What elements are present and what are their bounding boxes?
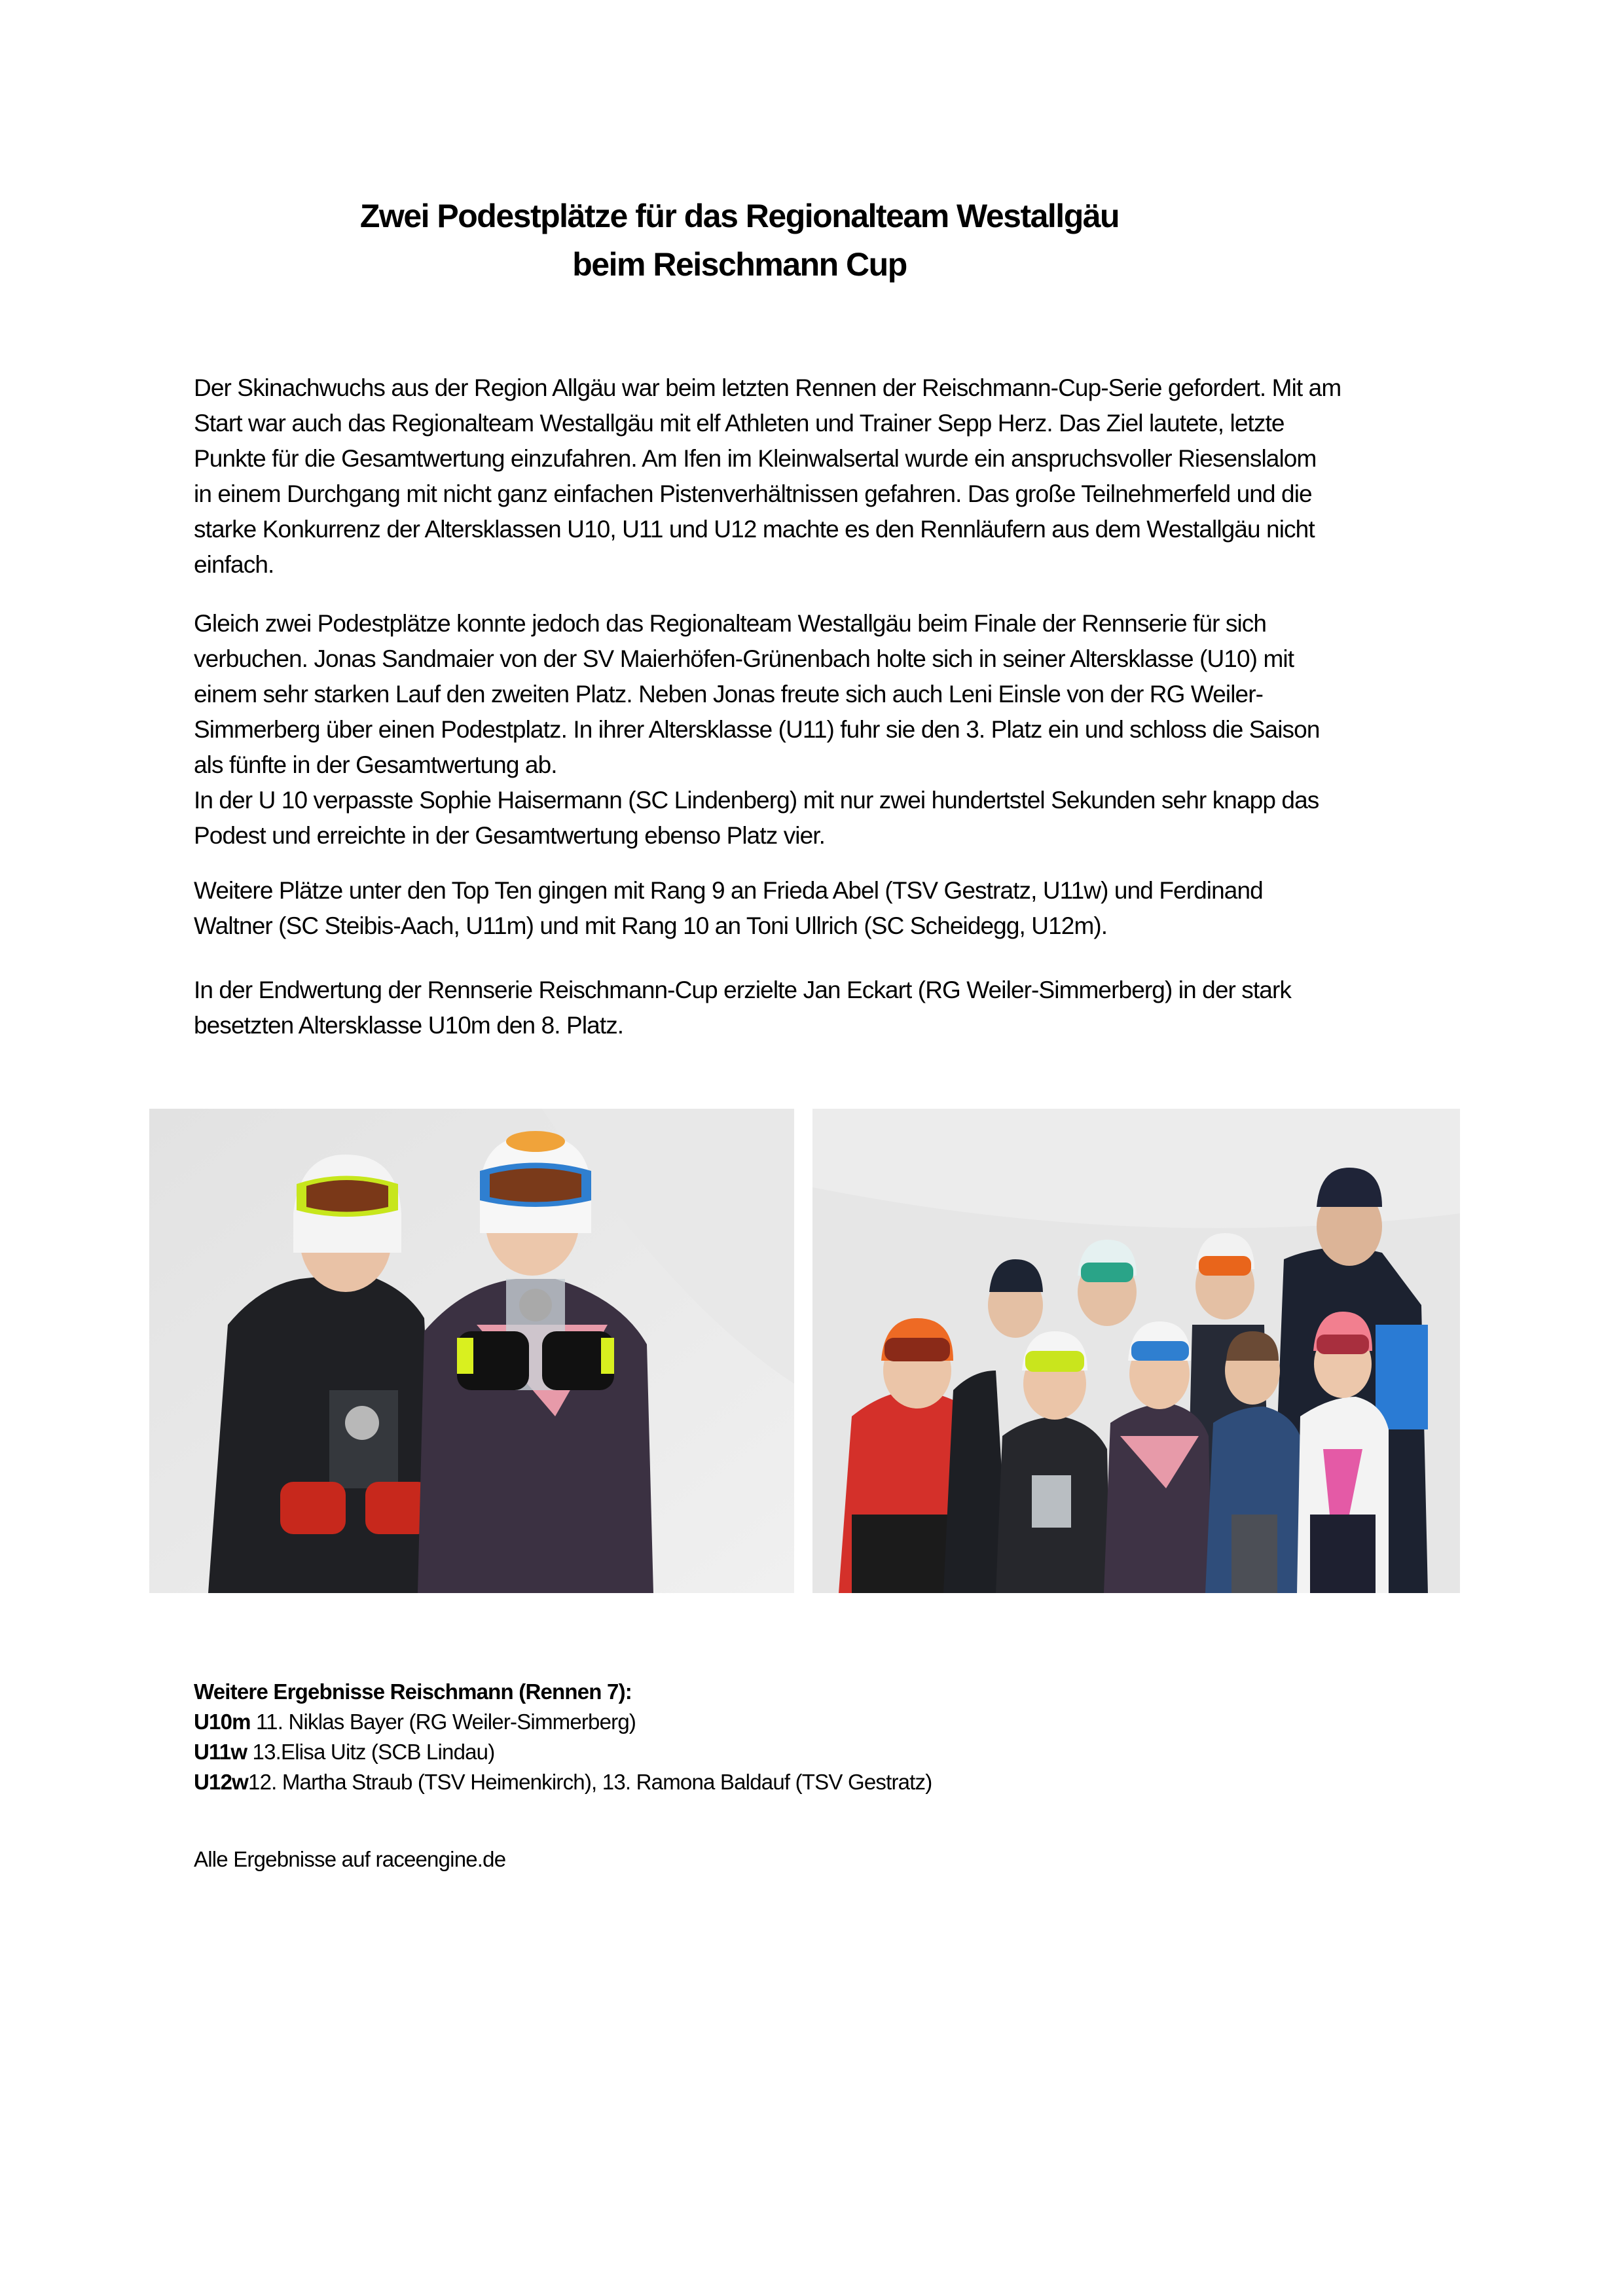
result-class: U10m	[194, 1710, 251, 1734]
results-heading: Weitere Ergebnisse Reischmann (Rennen 7):	[194, 1679, 632, 1704]
text-line: verbuchen. Jonas Sandmaier von der SV Maierhöfen-Grünenbach holte sich in seiner Altersklasse (U10) mit	[194, 645, 1294, 672]
headline-line-2: beim Reischmann Cup	[572, 246, 907, 283]
paragraph-top-ten	[194, 873, 1477, 944]
results-link-note: Alle Ergebnisse auf raceengine.de	[194, 1847, 506, 1871]
paragraph-final-ranking	[194, 973, 1477, 1043]
text-line: besetzten Altersklasse U10m den 8. Platz.	[194, 1012, 624, 1039]
text-line: Simmerberg über einen Podestplatz. In ihrer Altersklasse (U11) fuhr sie den 3. Platz ein und schloss die Saison	[194, 716, 1320, 743]
text-line: Punkte für die Gesamtwertung einzufahren. Am Ifen im Kleinwalsertal wurde ein anspruchsvoller Riesenslalom	[194, 445, 1317, 472]
text-line: einfach.	[194, 551, 274, 578]
further-results	[194, 1677, 932, 1797]
result-class: U11w	[194, 1740, 247, 1764]
text-line: Podest und erreichte in der Gesamtwertung ebenso Platz vier.	[194, 822, 826, 849]
photo-team-group	[812, 1109, 1460, 1593]
result-row	[194, 1707, 932, 1737]
headline-line-1: Zwei Podestplätze für das Regionalteam Westallgäu	[359, 198, 1120, 234]
text-line: In der Endwertung der Rennserie Reischmann-Cup erzielte Jan Eckart (RG Weiler-Simmerberg) in der stark	[194, 977, 1291, 1003]
result-class: U12w	[194, 1770, 249, 1794]
result-text: 11. Niklas Bayer (RG Weiler-Simmerberg)	[250, 1710, 636, 1734]
result-text: 13.Elisa Uitz (SCB Lindau)	[247, 1740, 495, 1764]
text-line: Weitere Plätze unter den Top Ten gingen mit Rang 9 an Frieda Abel (TSV Gestratz, U11w) und Ferdinand	[194, 877, 1263, 904]
text-line: einem sehr starken Lauf den zweiten Platz. Neben Jonas freute sich auch Leni Einsle von der RG Weiler-	[194, 681, 1264, 708]
paragraph-intro	[194, 370, 1477, 583]
result-text: 12. Martha Straub (TSV Heimenkirch), 13. Ramona Baldauf (TSV Gestratz)	[248, 1770, 932, 1794]
text-line: in einem Durchgang mit nicht ganz einfachen Pistenverhältnissen gefahren. Das große Teilnehmerfeld und die	[194, 480, 1312, 507]
text-line: starke Konkurrenz der Altersklassen U10, U11 und U12 machte es den Rennläufern aus dem Westallgäu nicht	[194, 516, 1315, 543]
text-line: In der U 10 verpasste Sophie Haisermann (SC Lindenberg) mit nur zwei hundertstel Sekunden sehr knapp das	[194, 787, 1319, 814]
text-line: Waltner (SC Steibis-Aach, U11m) und mit Rang 10 an Toni Ullrich (SC Scheidegg, U12m).	[194, 912, 1108, 939]
paragraph-podium	[194, 606, 1477, 853]
result-row	[194, 1737, 932, 1767]
photo-podium-skiers	[149, 1109, 794, 1593]
text-line: Start war auch das Regionalteam Westallgäu mit elf Athleten und Trainer Sepp Herz. Das Ziel lautete, letzte	[194, 410, 1285, 437]
text-line: als fünfte in der Gesamtwertung ab.	[194, 751, 557, 778]
result-row	[194, 1767, 932, 1797]
text-line: Der Skinachwuchs aus der Region Allgäu war beim letzten Rennen der Reischmann-Cup-Serie gefordert. Mit am	[194, 374, 1341, 401]
text-line: Gleich zwei Podestplätze konnte jedoch das Regionalteam Westallgäu beim Finale der Rennserie für sich	[194, 610, 1267, 637]
